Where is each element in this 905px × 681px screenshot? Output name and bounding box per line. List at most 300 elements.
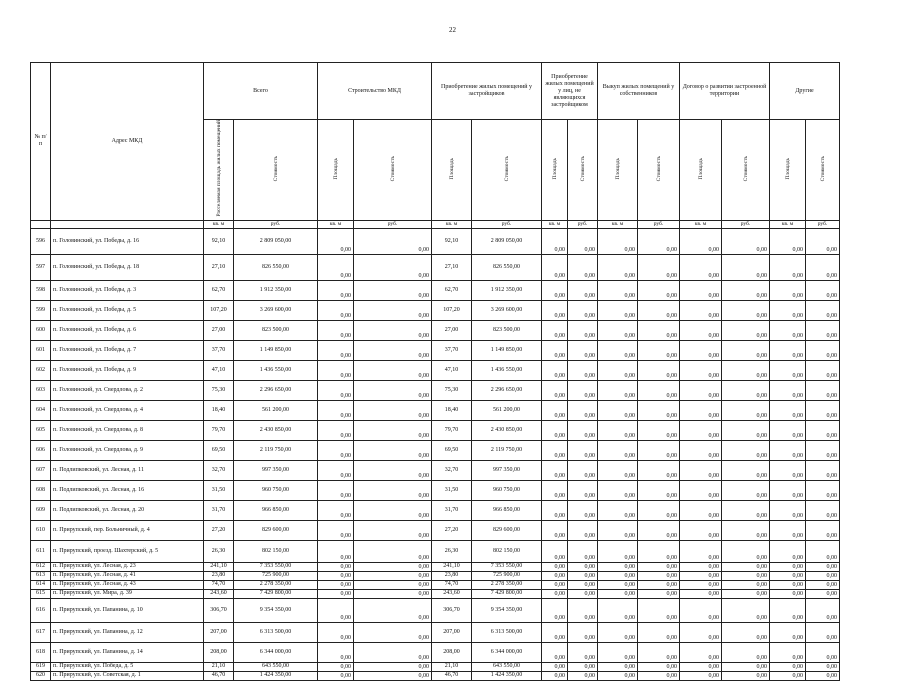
row-number: 618 — [31, 642, 51, 662]
other-cost: 0,00 — [806, 440, 840, 460]
total-cost: 823 500,00 — [234, 320, 318, 340]
subheader-cost — [234, 120, 318, 221]
other-cost: 0,00 — [806, 571, 840, 580]
total-cost: 6 344 000,00 — [234, 642, 318, 662]
row-number: 601 — [31, 340, 51, 360]
subheader-total-area — [204, 120, 234, 221]
row-address: п. Прирупский, проезд. Шахтерский, д. 5 — [51, 540, 204, 562]
total-cost: 3 269 600,00 — [234, 300, 318, 320]
subheader-text: Стоимость — [389, 155, 396, 181]
territory-area: 0,00 — [680, 589, 722, 598]
total-area: 243,60 — [204, 589, 234, 598]
other-area: 0,00 — [770, 460, 806, 480]
row-number: 600 — [31, 320, 51, 340]
construction-area: 0,00 — [318, 254, 354, 280]
construction-cost: 0,00 — [354, 642, 432, 662]
buyout-area: 0,00 — [598, 254, 638, 280]
buyout-area: 0,00 — [598, 671, 638, 680]
subheader-area — [318, 120, 354, 221]
construction-area: 0,00 — [318, 420, 354, 440]
buyout-area: 0,00 — [598, 300, 638, 320]
row-number: 605 — [31, 420, 51, 440]
row-number: 614 — [31, 580, 51, 589]
row-number: 610 — [31, 520, 51, 540]
buyout-area: 0,00 — [598, 571, 638, 580]
total-cost: 2 296 650,00 — [234, 380, 318, 400]
table-row — [31, 300, 840, 320]
units-cell — [51, 220, 204, 228]
total-cost: 9 354 350,00 — [234, 598, 318, 622]
developer-area: 21,10 — [432, 662, 472, 671]
total-area: 27,10 — [204, 254, 234, 280]
non-developer-cost: 0,00 — [568, 400, 598, 420]
non-developer-cost: 0,00 — [568, 622, 598, 642]
other-area: 0,00 — [770, 420, 806, 440]
table-row — [31, 662, 840, 671]
construction-cost: 0,00 — [354, 671, 432, 680]
row-number: 608 — [31, 480, 51, 500]
territory-cost: 0,00 — [722, 460, 770, 480]
developer-area: 107,20 — [432, 300, 472, 320]
territory-area: 0,00 — [680, 420, 722, 440]
unit-label: руб. — [806, 220, 840, 228]
total-area: 46,70 — [204, 671, 234, 680]
construction-area: 0,00 — [318, 589, 354, 598]
row-number: 609 — [31, 500, 51, 520]
other-area: 0,00 — [770, 662, 806, 671]
group-header-total: Всего — [204, 63, 318, 120]
developer-cost: 960 750,00 — [472, 480, 542, 500]
territory-cost: 0,00 — [722, 340, 770, 360]
col-header-address: Адрес МКД — [51, 63, 204, 221]
other-cost: 0,00 — [806, 340, 840, 360]
buyout-cost: 0,00 — [638, 580, 680, 589]
non-developer-cost: 0,00 — [568, 254, 598, 280]
buyout-area: 0,00 — [598, 598, 638, 622]
buyout-cost: 0,00 — [638, 642, 680, 662]
territory-area: 0,00 — [680, 380, 722, 400]
group-header-construction: Строительство МКД — [318, 63, 432, 120]
buyout-area: 0,00 — [598, 280, 638, 300]
developer-cost: 802 150,00 — [472, 540, 542, 562]
other-cost: 0,00 — [806, 520, 840, 540]
other-area: 0,00 — [770, 380, 806, 400]
buyout-cost: 0,00 — [638, 622, 680, 642]
construction-area: 0,00 — [318, 520, 354, 540]
buyout-area: 0,00 — [598, 480, 638, 500]
construction-cost: 0,00 — [354, 420, 432, 440]
total-cost: 7 429 800,00 — [234, 589, 318, 598]
subheader-text: Площадь — [332, 157, 339, 179]
non-developer-cost: 0,00 — [568, 300, 598, 320]
territory-area: 0,00 — [680, 254, 722, 280]
table-row — [31, 589, 840, 598]
construction-cost: 0,00 — [354, 540, 432, 562]
developer-area: 46,70 — [432, 671, 472, 680]
row-number: 611 — [31, 540, 51, 562]
construction-area: 0,00 — [318, 228, 354, 254]
row-address: п. Подлипковский, ул. Лесная, д. 11 — [51, 460, 204, 480]
non-developer-area: 0,00 — [542, 460, 568, 480]
construction-area: 0,00 — [318, 280, 354, 300]
total-area: 241,10 — [204, 562, 234, 571]
buyout-cost: 0,00 — [638, 360, 680, 380]
buyout-cost: 0,00 — [638, 300, 680, 320]
non-developer-cost: 0,00 — [568, 420, 598, 440]
non-developer-area: 0,00 — [542, 520, 568, 540]
non-developer-cost: 0,00 — [568, 671, 598, 680]
construction-area: 0,00 — [318, 440, 354, 460]
territory-cost: 0,00 — [722, 642, 770, 662]
other-area: 0,00 — [770, 520, 806, 540]
row-address: п. Головинский, ул. Победы, д. 18 — [51, 254, 204, 280]
construction-cost: 0,00 — [354, 460, 432, 480]
other-cost: 0,00 — [806, 480, 840, 500]
non-developer-area: 0,00 — [542, 280, 568, 300]
table-row — [31, 571, 840, 580]
other-area: 0,00 — [770, 562, 806, 571]
unit-label: руб. — [234, 220, 318, 228]
non-developer-area: 0,00 — [542, 571, 568, 580]
buyout-cost: 0,00 — [638, 340, 680, 360]
subheader-text: Стоимость — [819, 155, 826, 181]
other-cost: 0,00 — [806, 460, 840, 480]
construction-area: 0,00 — [318, 460, 354, 480]
other-cost: 0,00 — [806, 254, 840, 280]
row-number: 615 — [31, 589, 51, 598]
buyout-area: 0,00 — [598, 400, 638, 420]
developer-area: 37,70 — [432, 340, 472, 360]
other-cost: 0,00 — [806, 562, 840, 571]
buyout-area: 0,00 — [598, 622, 638, 642]
buyout-cost: 0,00 — [638, 500, 680, 520]
non-developer-cost: 0,00 — [568, 580, 598, 589]
total-area: 32,70 — [204, 460, 234, 480]
territory-cost: 0,00 — [722, 589, 770, 598]
non-developer-cost: 0,00 — [568, 662, 598, 671]
table-row — [31, 598, 840, 622]
total-cost: 561 200,00 — [234, 400, 318, 420]
total-area: 31,50 — [204, 480, 234, 500]
unit-label: кв. м — [432, 220, 472, 228]
row-number: 617 — [31, 622, 51, 642]
territory-area: 0,00 — [680, 320, 722, 340]
construction-cost: 0,00 — [354, 228, 432, 254]
buyout-cost: 0,00 — [638, 562, 680, 571]
total-area: 107,20 — [204, 300, 234, 320]
non-developer-cost: 0,00 — [568, 320, 598, 340]
total-cost: 1 912 350,00 — [234, 280, 318, 300]
developer-area: 32,70 — [432, 460, 472, 480]
row-address: п. Головинский, ул. Победы, д. 7 — [51, 340, 204, 360]
territory-cost: 0,00 — [722, 622, 770, 642]
developer-area: 31,50 — [432, 480, 472, 500]
other-cost: 0,00 — [806, 540, 840, 562]
developer-cost: 826 550,00 — [472, 254, 542, 280]
table-row — [31, 622, 840, 642]
buyout-area: 0,00 — [598, 662, 638, 671]
non-developer-area: 0,00 — [542, 598, 568, 622]
buyout-cost: 0,00 — [638, 280, 680, 300]
territory-cost: 0,00 — [722, 254, 770, 280]
buyout-area: 0,00 — [598, 520, 638, 540]
other-area: 0,00 — [770, 440, 806, 460]
non-developer-cost: 0,00 — [568, 460, 598, 480]
row-number: 607 — [31, 460, 51, 480]
subheader-cost — [722, 120, 770, 221]
other-cost: 0,00 — [806, 280, 840, 300]
total-cost: 2 809 050,00 — [234, 228, 318, 254]
total-area: 92,10 — [204, 228, 234, 254]
buyout-area: 0,00 — [598, 420, 638, 440]
non-developer-area: 0,00 — [542, 671, 568, 680]
subheader-area — [598, 120, 638, 221]
subheader-area — [542, 120, 568, 221]
table-row — [31, 320, 840, 340]
row-address: п. Прирупский, ул. Папанина, д. 12 — [51, 622, 204, 642]
total-cost: 2 430 850,00 — [234, 420, 318, 440]
other-cost: 0,00 — [806, 300, 840, 320]
buyout-cost: 0,00 — [638, 254, 680, 280]
buyout-cost: 0,00 — [638, 520, 680, 540]
non-developer-cost: 0,00 — [568, 571, 598, 580]
construction-area: 0,00 — [318, 480, 354, 500]
table-row — [31, 420, 840, 440]
developer-area: 74,70 — [432, 580, 472, 589]
total-area: 31,70 — [204, 500, 234, 520]
construction-area: 0,00 — [318, 571, 354, 580]
row-number: 596 — [31, 228, 51, 254]
construction-cost: 0,00 — [354, 480, 432, 500]
non-developer-cost: 0,00 — [568, 480, 598, 500]
buyout-area: 0,00 — [598, 500, 638, 520]
total-cost: 2 119 750,00 — [234, 440, 318, 460]
units-row — [31, 220, 840, 228]
non-developer-area: 0,00 — [542, 642, 568, 662]
buyout-cost: 0,00 — [638, 598, 680, 622]
row-address: п. Прирупский, ул. Лесная, д. 43 — [51, 580, 204, 589]
unit-label: кв. м — [680, 220, 722, 228]
non-developer-area: 0,00 — [542, 360, 568, 380]
total-cost: 643 550,00 — [234, 662, 318, 671]
total-area: 62,70 — [204, 280, 234, 300]
row-address: п. Прирупский, ул. Мира, д. 39 — [51, 589, 204, 598]
construction-area: 0,00 — [318, 400, 354, 420]
developer-cost: 2 430 850,00 — [472, 420, 542, 440]
total-area: 75,30 — [204, 380, 234, 400]
group-header-territory-development: Договор о развитии застроенной территории — [680, 63, 770, 120]
construction-area: 0,00 — [318, 380, 354, 400]
total-area: 306,70 — [204, 598, 234, 622]
subheader-text: Стоимость — [579, 155, 586, 181]
non-developer-cost: 0,00 — [568, 280, 598, 300]
total-cost: 1 436 550,00 — [234, 360, 318, 380]
other-area: 0,00 — [770, 589, 806, 598]
non-developer-cost: 0,00 — [568, 562, 598, 571]
other-cost: 0,00 — [806, 380, 840, 400]
other-area: 0,00 — [770, 320, 806, 340]
territory-cost: 0,00 — [722, 280, 770, 300]
unit-label: руб. — [568, 220, 598, 228]
territory-area: 0,00 — [680, 280, 722, 300]
buyout-area: 0,00 — [598, 642, 638, 662]
subheader-area — [770, 120, 806, 221]
table-row — [31, 671, 840, 680]
table-row — [31, 460, 840, 480]
table-row — [31, 400, 840, 420]
other-area: 0,00 — [770, 228, 806, 254]
other-area: 0,00 — [770, 622, 806, 642]
other-area: 0,00 — [770, 571, 806, 580]
territory-cost: 0,00 — [722, 500, 770, 520]
buyout-cost: 0,00 — [638, 671, 680, 680]
non-developer-cost: 0,00 — [568, 380, 598, 400]
row-address: п. Прирупский, ул. Советская, д. 1 — [51, 671, 204, 680]
non-developer-area: 0,00 — [542, 420, 568, 440]
subheader-text: Площадь — [551, 157, 558, 179]
unit-label: руб. — [722, 220, 770, 228]
non-developer-cost: 0,00 — [568, 598, 598, 622]
row-address: п. Головинский, ул. Свердлова, д. 4 — [51, 400, 204, 420]
territory-area: 0,00 — [680, 228, 722, 254]
buyout-cost: 0,00 — [638, 400, 680, 420]
developer-area: 26,30 — [432, 540, 472, 562]
construction-area: 0,00 — [318, 598, 354, 622]
other-cost: 0,00 — [806, 622, 840, 642]
territory-area: 0,00 — [680, 480, 722, 500]
subheader-text: Площадь — [697, 157, 704, 179]
developer-cost: 3 269 600,00 — [472, 300, 542, 320]
total-cost: 826 550,00 — [234, 254, 318, 280]
row-number: 619 — [31, 662, 51, 671]
table-row — [31, 540, 840, 562]
other-area: 0,00 — [770, 671, 806, 680]
other-area: 0,00 — [770, 280, 806, 300]
buyout-area: 0,00 — [598, 589, 638, 598]
construction-cost: 0,00 — [354, 440, 432, 460]
unit-label: кв. м — [542, 220, 568, 228]
territory-area: 0,00 — [680, 300, 722, 320]
other-area: 0,00 — [770, 340, 806, 360]
developer-area: 208,00 — [432, 642, 472, 662]
group-header-buyout: Выкуп жилых помещений у собственников — [598, 63, 680, 120]
developer-cost: 966 850,00 — [472, 500, 542, 520]
non-developer-cost: 0,00 — [568, 340, 598, 360]
other-area: 0,00 — [770, 360, 806, 380]
buyout-cost: 0,00 — [638, 589, 680, 598]
construction-cost: 0,00 — [354, 500, 432, 520]
construction-area: 0,00 — [318, 580, 354, 589]
buyout-area: 0,00 — [598, 228, 638, 254]
construction-cost: 0,00 — [354, 520, 432, 540]
total-cost: 2 278 350,00 — [234, 580, 318, 589]
territory-cost: 0,00 — [722, 360, 770, 380]
developer-area: 27,00 — [432, 320, 472, 340]
non-developer-cost: 0,00 — [568, 440, 598, 460]
construction-cost: 0,00 — [354, 589, 432, 598]
unit-label: руб. — [472, 220, 542, 228]
other-area: 0,00 — [770, 400, 806, 420]
developer-cost: 6 344 000,00 — [472, 642, 542, 662]
developer-area: 306,70 — [432, 598, 472, 622]
row-number: 612 — [31, 562, 51, 571]
developer-cost: 2 119 750,00 — [472, 440, 542, 460]
non-developer-area: 0,00 — [542, 580, 568, 589]
buyout-area: 0,00 — [598, 460, 638, 480]
developer-area: 27,20 — [432, 520, 472, 540]
table-row — [31, 642, 840, 662]
other-area: 0,00 — [770, 254, 806, 280]
buyout-cost: 0,00 — [638, 228, 680, 254]
territory-area: 0,00 — [680, 562, 722, 571]
total-area: 26,30 — [204, 540, 234, 562]
row-address: п. Головинский, ул. Победы, д. 5 — [51, 300, 204, 320]
non-developer-cost: 0,00 — [568, 642, 598, 662]
territory-area: 0,00 — [680, 360, 722, 380]
col-header-num: № п/п — [31, 63, 51, 221]
subheader-text: Площадь — [448, 157, 455, 179]
row-address: п. Прирупский, ул. Лесная, д. 23 — [51, 562, 204, 571]
other-area: 0,00 — [770, 500, 806, 520]
row-address: п. Подлипковский, ул. Лесная, д. 20 — [51, 500, 204, 520]
non-developer-area: 0,00 — [542, 662, 568, 671]
territory-area: 0,00 — [680, 622, 722, 642]
row-address: п. Прирупский, ул. Папанина, д. 10 — [51, 598, 204, 622]
non-developer-area: 0,00 — [542, 440, 568, 460]
subheader-cost — [354, 120, 432, 221]
construction-area: 0,00 — [318, 320, 354, 340]
territory-cost: 0,00 — [722, 228, 770, 254]
territory-area: 0,00 — [680, 400, 722, 420]
non-developer-cost: 0,00 — [568, 228, 598, 254]
territory-cost: 0,00 — [722, 400, 770, 420]
developer-cost: 823 500,00 — [472, 320, 542, 340]
total-area: 37,70 — [204, 340, 234, 360]
other-cost: 0,00 — [806, 580, 840, 589]
construction-area: 0,00 — [318, 642, 354, 662]
developer-cost: 561 200,00 — [472, 400, 542, 420]
other-cost: 0,00 — [806, 400, 840, 420]
non-developer-area: 0,00 — [542, 500, 568, 520]
construction-cost: 0,00 — [354, 254, 432, 280]
territory-area: 0,00 — [680, 571, 722, 580]
row-number: 613 — [31, 571, 51, 580]
construction-area: 0,00 — [318, 540, 354, 562]
non-developer-cost: 0,00 — [568, 500, 598, 520]
other-cost: 0,00 — [806, 420, 840, 440]
territory-area: 0,00 — [680, 580, 722, 589]
other-cost: 0,00 — [806, 320, 840, 340]
unit-label: кв. м — [204, 220, 234, 228]
unit-label: руб. — [638, 220, 680, 228]
row-number: 599 — [31, 300, 51, 320]
subheader-area — [432, 120, 472, 221]
territory-cost: 0,00 — [722, 580, 770, 589]
total-cost: 1 424 350,00 — [234, 671, 318, 680]
table-body — [31, 228, 840, 680]
territory-cost: 0,00 — [722, 420, 770, 440]
table-row — [31, 580, 840, 589]
construction-cost: 0,00 — [354, 400, 432, 420]
construction-cost: 0,00 — [354, 571, 432, 580]
total-area: 208,00 — [204, 642, 234, 662]
table-row — [31, 280, 840, 300]
developer-cost: 2 809 050,00 — [472, 228, 542, 254]
territory-area: 0,00 — [680, 642, 722, 662]
developer-area: 18,40 — [432, 400, 472, 420]
territory-cost: 0,00 — [722, 300, 770, 320]
total-cost: 966 850,00 — [234, 500, 318, 520]
